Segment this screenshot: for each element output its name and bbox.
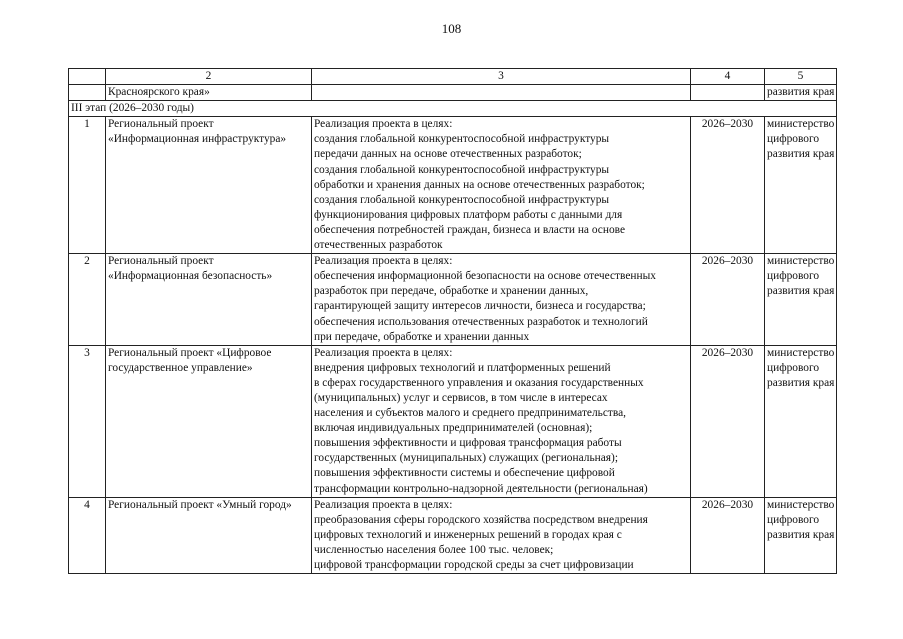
description-line: населения и субъектов малого и среднего предпринимательства, <box>314 407 627 420</box>
project-line: «Информационная инфраструктура» <box>108 133 287 146</box>
description-line: численностью населения более 100 тыс. человек; <box>314 543 554 556</box>
description-line: отечественных разработок <box>314 239 443 252</box>
page-number: 108 <box>441 21 462 36</box>
description-line: повышения эффективности системы и обеспечение цифровой <box>314 467 615 480</box>
description-line: Реализация проекта в целях: <box>314 498 453 511</box>
stage-label: III этап (2026–2030 годы) <box>69 101 837 117</box>
project-line: Региональный проект «Цифровое <box>108 346 272 359</box>
description-line: разработок при передаче, обработке и хранении данных, <box>314 285 589 298</box>
description-line: при передаче, обработке и хранении данных <box>314 330 530 343</box>
table-row <box>69 497 837 573</box>
project-line: государственное управление» <box>108 361 253 374</box>
continued-period <box>691 85 765 101</box>
header-col-3: 3 <box>312 69 691 85</box>
description-line: создания глобальной конкурентоспособной инфраструктуры <box>314 193 610 206</box>
responsible-line: развития края <box>767 285 835 298</box>
continued-responsible: развития края <box>765 85 837 101</box>
table-row <box>69 117 837 254</box>
project-line: Региональный проект <box>108 118 214 131</box>
responsible-line: цифрового <box>767 361 820 374</box>
description-line: обработки и хранения данных на основе отечественных разработок; <box>314 178 645 191</box>
responsible-line: развития края <box>767 376 835 389</box>
project-period: 2026–2030 <box>691 345 765 497</box>
row-number: 3 <box>69 345 106 497</box>
project-line: Региональный проект <box>108 255 214 268</box>
description-line: государственных (муниципальных) служащих (региональная); <box>314 452 618 465</box>
project-name <box>106 254 312 346</box>
responsible-line: развития края <box>767 528 835 541</box>
project-description <box>312 345 691 497</box>
project-line: Региональный проект «Умный город» <box>108 498 292 511</box>
description-line: передачи данных на основе отечественных разработок; <box>314 148 582 161</box>
description-line: повышения эффективности и цифровая трансформация работы <box>314 437 622 450</box>
description-line: создания глобальной конкурентоспособной инфраструктуры <box>314 133 610 146</box>
project-period: 2026–2030 <box>691 254 765 346</box>
project-period: 2026–2030 <box>691 497 765 573</box>
project-period: 2026–2030 <box>691 117 765 254</box>
project-responsible <box>765 117 837 254</box>
table-header-row <box>69 69 837 85</box>
row-number: 2 <box>69 254 106 346</box>
project-name <box>106 497 312 573</box>
responsible-line: цифрового <box>767 133 820 146</box>
continued-num <box>69 85 106 101</box>
stage-row <box>69 101 837 117</box>
project-name <box>106 345 312 497</box>
continued-row <box>69 85 837 101</box>
description-line: Реализация проекта в целях: <box>314 118 453 131</box>
row-number: 4 <box>69 497 106 573</box>
header-col-4: 4 <box>691 69 765 85</box>
responsible-line: развития края <box>767 148 835 161</box>
description-line: гарантирующей защиту интересов личности, бизнеса и государства; <box>314 300 646 313</box>
description-line: Реализация проекта в целях: <box>314 255 453 268</box>
responsible-line: цифрового <box>767 270 820 283</box>
project-responsible <box>765 497 837 573</box>
continued-project: Красноярского края» <box>106 85 312 101</box>
table-row <box>69 345 837 497</box>
description-line: Реализация проекта в целях: <box>314 346 453 359</box>
header-col-1 <box>69 69 106 85</box>
responsible-line: министерство <box>767 255 835 268</box>
continued-description <box>312 85 691 101</box>
project-line: «Информационная безопасность» <box>108 270 273 283</box>
description-line: в сферах государственного управления и оказания государственных <box>314 376 644 389</box>
program-table <box>68 68 837 574</box>
responsible-line: цифрового <box>767 513 820 526</box>
description-line: обеспечения информационной безопасности на основе отечественных <box>314 270 656 283</box>
project-responsible <box>765 254 837 346</box>
description-line: цифровой трансформации городской среды за счет цифровизации <box>314 559 634 571</box>
row-number: 1 <box>69 117 106 254</box>
description-line: (муниципальных) услуг и сервисов, в том числе в интересах <box>314 391 608 404</box>
project-description <box>312 497 691 573</box>
description-line: обеспечения использования отечественных разработок и технологий <box>314 315 648 328</box>
responsible-line: министерство <box>767 118 835 131</box>
description-line: включая индивидуальных предпринимателей (основная); <box>314 422 593 435</box>
responsible-line: министерство <box>767 498 835 511</box>
description-line: обеспечения потребностей граждан, бизнеса и власти на основе <box>314 223 626 236</box>
project-description <box>312 117 691 254</box>
header-col-2: 2 <box>106 69 312 85</box>
project-responsible <box>765 345 837 497</box>
project-description <box>312 254 691 346</box>
description-line: трансформации контрольно-надзорной деятельности (региональная) <box>314 482 648 495</box>
responsible-line: министерство <box>767 346 835 359</box>
description-line: преобразования сферы городского хозяйства посредством внедрения <box>314 513 648 526</box>
project-name <box>106 117 312 254</box>
description-line: цифровых технологий и инженерных решений в городах края с <box>314 528 622 541</box>
table-row <box>69 254 837 346</box>
description-line: создания глобальной конкурентоспособной инфраструктуры <box>314 163 610 176</box>
description-line: внедрения цифровых технологий и платформенных решений <box>314 361 611 374</box>
description-line: функционирования цифровых платформ работы с данными для <box>314 208 623 221</box>
header-col-5: 5 <box>765 69 837 85</box>
